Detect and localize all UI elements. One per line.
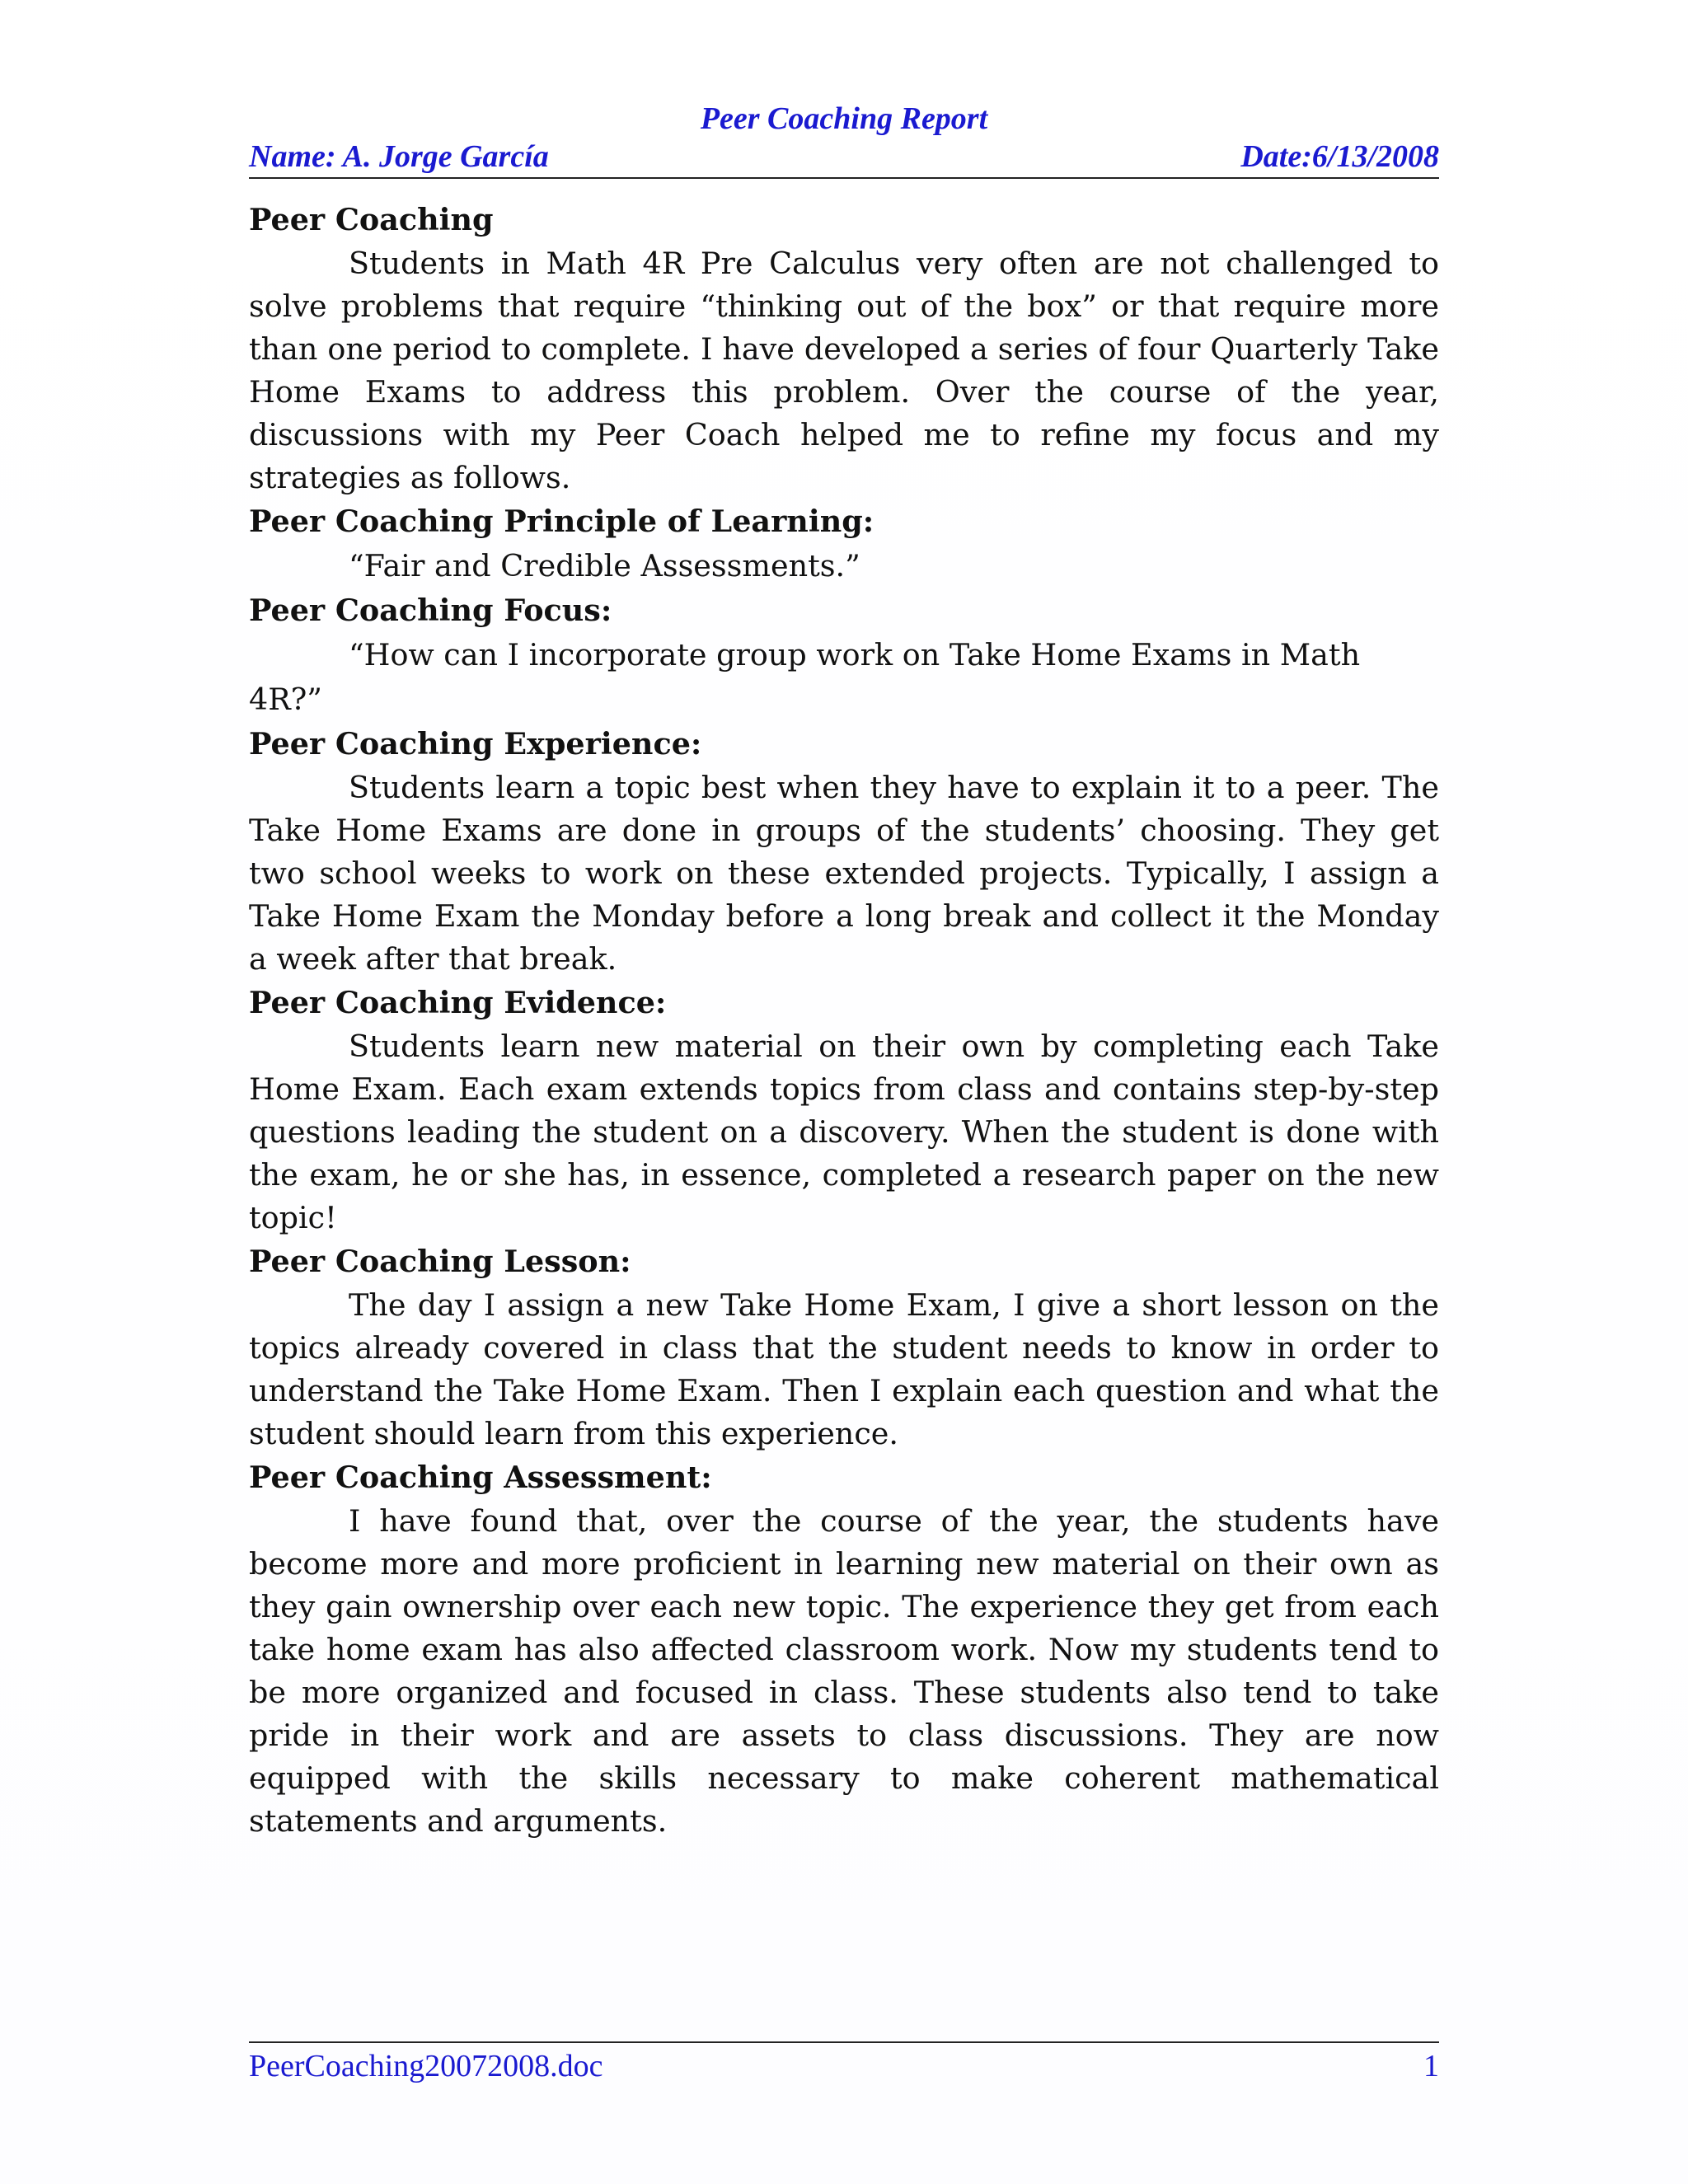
section-paragraph: Students learn a topic best when they have to explain it to a peer. The Take Home Exams are done in groups of the students’ choosing. They get two school weeks to work on these extended projects. Typically, I assign a Take Home Exam the Monday before a long break and collect it the Monday a week after that break. xyxy=(249,770,1439,977)
section-experience xyxy=(249,722,1439,981)
footer-filename: PeerCoaching20072008.doc xyxy=(249,2049,603,2083)
section-evidence xyxy=(249,981,1439,1240)
section-heading: Peer Coaching Experience: xyxy=(249,726,702,762)
footer xyxy=(249,2047,1439,2085)
section-quote: “Fair and Credible Assessments.” xyxy=(349,548,860,583)
header-row xyxy=(249,138,1439,176)
section-heading: Peer Coaching xyxy=(249,202,494,237)
section-quote: “How can I incorporate group work on Take Home Exams in Math 4R?” xyxy=(249,637,1361,717)
header-divider xyxy=(249,177,1439,179)
section-heading: Peer Coaching Evidence: xyxy=(249,985,667,1020)
section-principle-of-learning xyxy=(249,499,1439,588)
section-paragraph: The day I assign a new Take Home Exam, I give a short lesson on the topics already covered in class that the student needs to know in order to understand the Take Home Exam. Then I explain each question and what the student should learn from this experience. xyxy=(249,1287,1439,1451)
section-lesson xyxy=(249,1240,1439,1455)
section-paragraph: Students in Math 4R Pre Calculus very often are not challenged to solve problems that require “thinking out of the box” or that require more than one period to complete. I have developed a series of four Quarterly Take Home Exams to address this problem. Over the course of the year, discussions with my Peer Coach helped me to refine my focus and my strategies as follows. xyxy=(249,246,1439,495)
section-heading: Peer Coaching Principle of Learning: xyxy=(249,504,874,539)
section-heading: Peer Coaching Lesson: xyxy=(249,1244,631,1279)
page-number: 1 xyxy=(1423,2049,1439,2083)
author-name: Name: A. Jorge García xyxy=(249,139,549,174)
section-heading: Peer Coaching Focus: xyxy=(249,593,612,628)
report-title: Peer Coaching Report xyxy=(700,101,988,136)
report-date: Date:6/13/2008 xyxy=(1240,139,1439,174)
section-paragraph: I have found that, over the course of the year, the students have become more and more proficient in learning new material on their own as they gain ownership over each new topic. The experience they get from each take home exam has also affected classroom work. Now my students tend to be more organized and focused in class. These students also tend to take pride in their work and are assets to class discussions. They are now equipped with the skills necessary to make coherent mathematical statements and arguments. xyxy=(249,1503,1439,1839)
section-peer-coaching xyxy=(249,198,1439,499)
document-body xyxy=(249,198,1439,1843)
section-paragraph: Students learn new material on their own by completing each Take Home Exam. Each exam extends topics from class and contains step-by-step questions leading the student on a discovery. When the student is done with the exam, he or she has, in essence, completed a research paper on the new topic! xyxy=(249,1029,1439,1235)
section-heading: Peer Coaching Assessment: xyxy=(249,1460,712,1495)
section-focus xyxy=(249,588,1439,722)
footer-divider xyxy=(249,2041,1439,2043)
section-assessment xyxy=(249,1455,1439,1843)
